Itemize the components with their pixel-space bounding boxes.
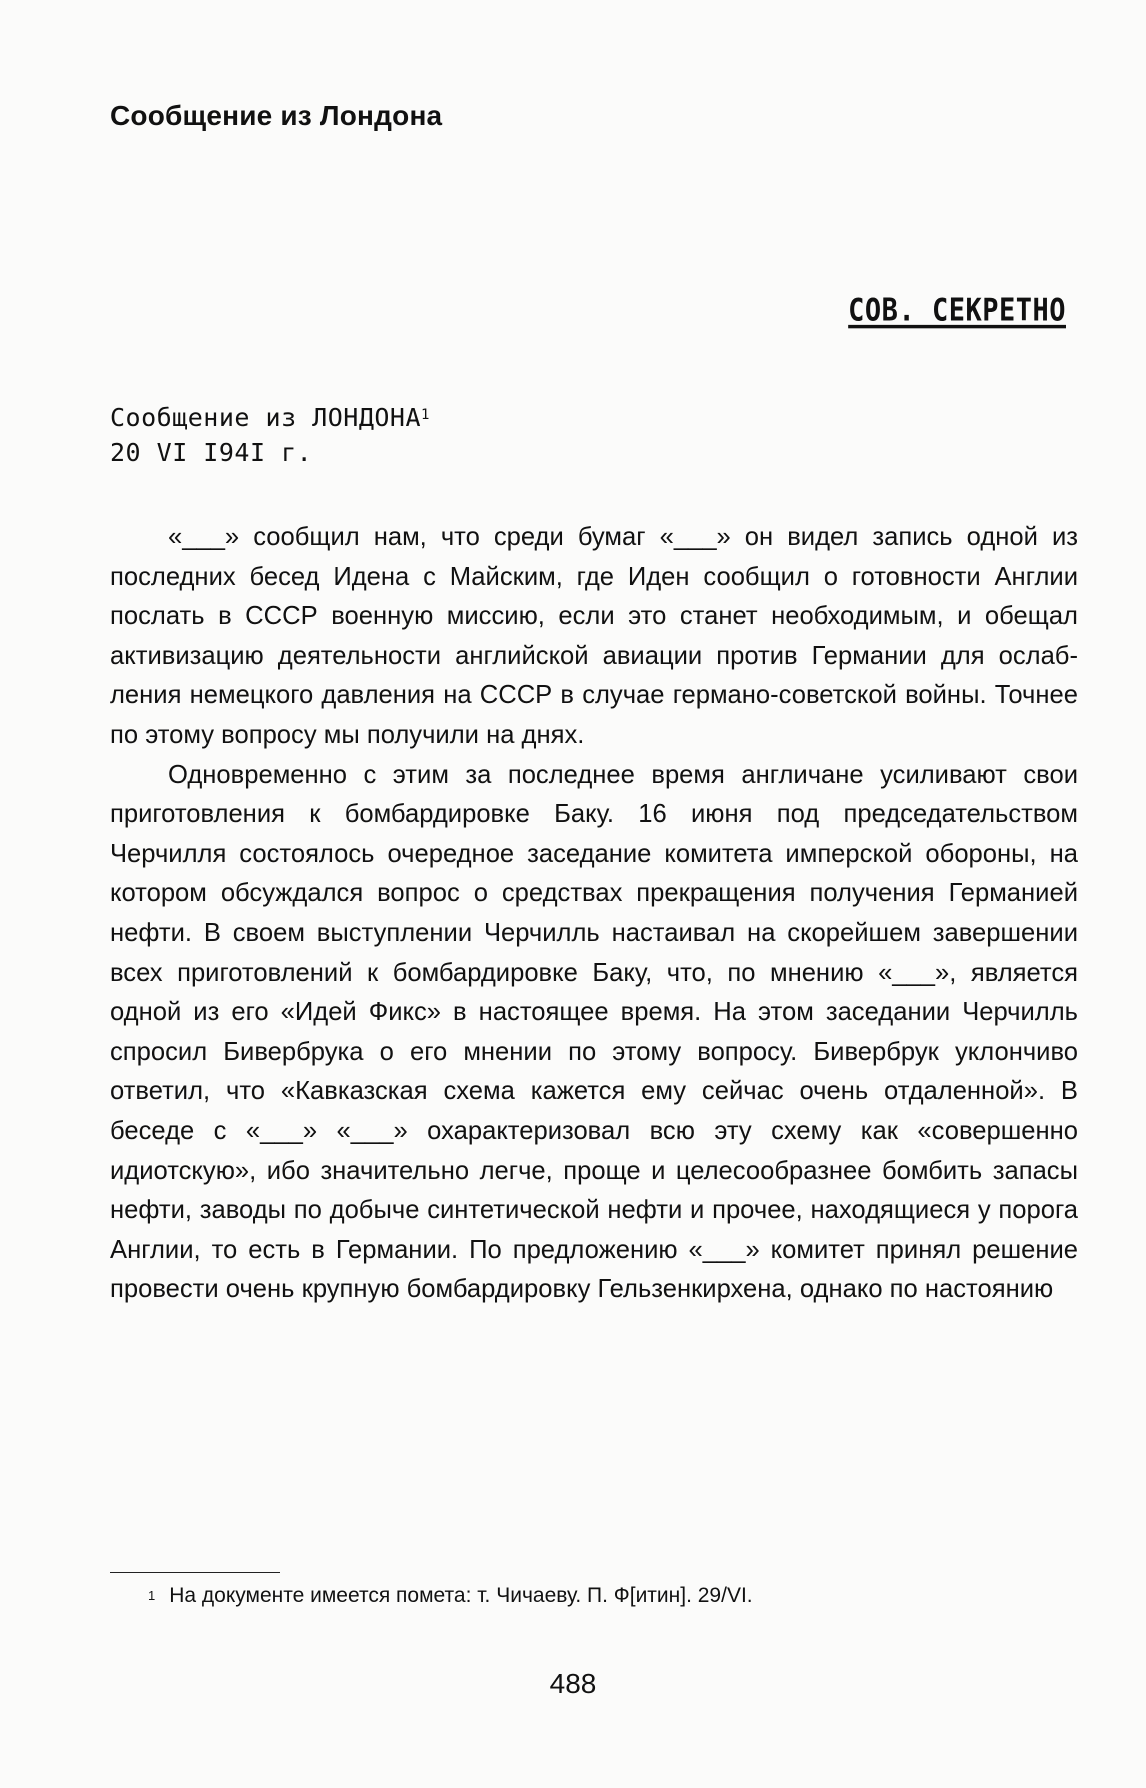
page-number: 488	[549, 1668, 597, 1699]
secrecy-stamp: СОВ. СЕКРЕТНО	[848, 292, 1066, 329]
paragraph: Одновременно с этим за последнее время англичане усиливают свои приготовления к бомбардировке Баку. 16 июня под председательством Черчилля состоялось очередное заседание комитета имперской обороны, на котором обсуждался вопрос о средствах прекращения получения Германией нефти. В своем выступлении Черчилль настаивал на скорейшем завершении всех приготовлений к бомбардировке Баку, что, по мнению «___», является одной из его «Идей Фикс» в настоящее время. На этом заседании Черчилль спросил Бивербрука о его мнении по этому вопросу. Бивербрук уклончиво ответил, что «Кавказская схема кажется ему сейчас очень отдаленной». В беседе с «___» «___» охарактеризовал всю эту схему как «совершенно идиотскую», ибо значительно легче, проще и целесообразнее бомбить запасы нефти, заводы по добыче синтетической нефти и прочее, находящиеся у порога Англии, то есть в Германии. По предложению «___» комитет принял решение провести очень крупную бомбардировку Гельзенкирхена, однако по настоянию	[110, 760, 1078, 1304]
running-title: Сообщение из Лондона	[110, 100, 443, 131]
footnote-divider	[110, 1572, 280, 1573]
footnote-marker: 1	[148, 1588, 156, 1603]
body-text	[110, 518, 1078, 1310]
footnote-text: На документе имеется помета: т. Чичаеву. П. Ф[итин]. 29/VI.	[169, 1584, 753, 1607]
typed-heading-line-1	[110, 400, 430, 435]
typed-heading-title: Сообщение из ЛОНДОНА	[110, 403, 422, 432]
footnote-reference: 1	[421, 407, 430, 423]
typed-heading-date: 20 VI I94I г.	[110, 438, 313, 467]
paragraph: «___» сообщил нам, что среди бумаг «___» он видел запись одной из последних бесед Идена с Майским, где Иден сообщил о готовности Англии послать в СССР военную миссию, если это станет необходимым, и обещал активизацию деятельности английской авиации против Германии для ослабления немецкого давления на СССР в случае германо-советской войны. Точнее по этому вопросу мы получили на днях.	[110, 523, 1078, 749]
typed-document-heading	[110, 400, 430, 470]
footnote	[148, 1582, 753, 1610]
